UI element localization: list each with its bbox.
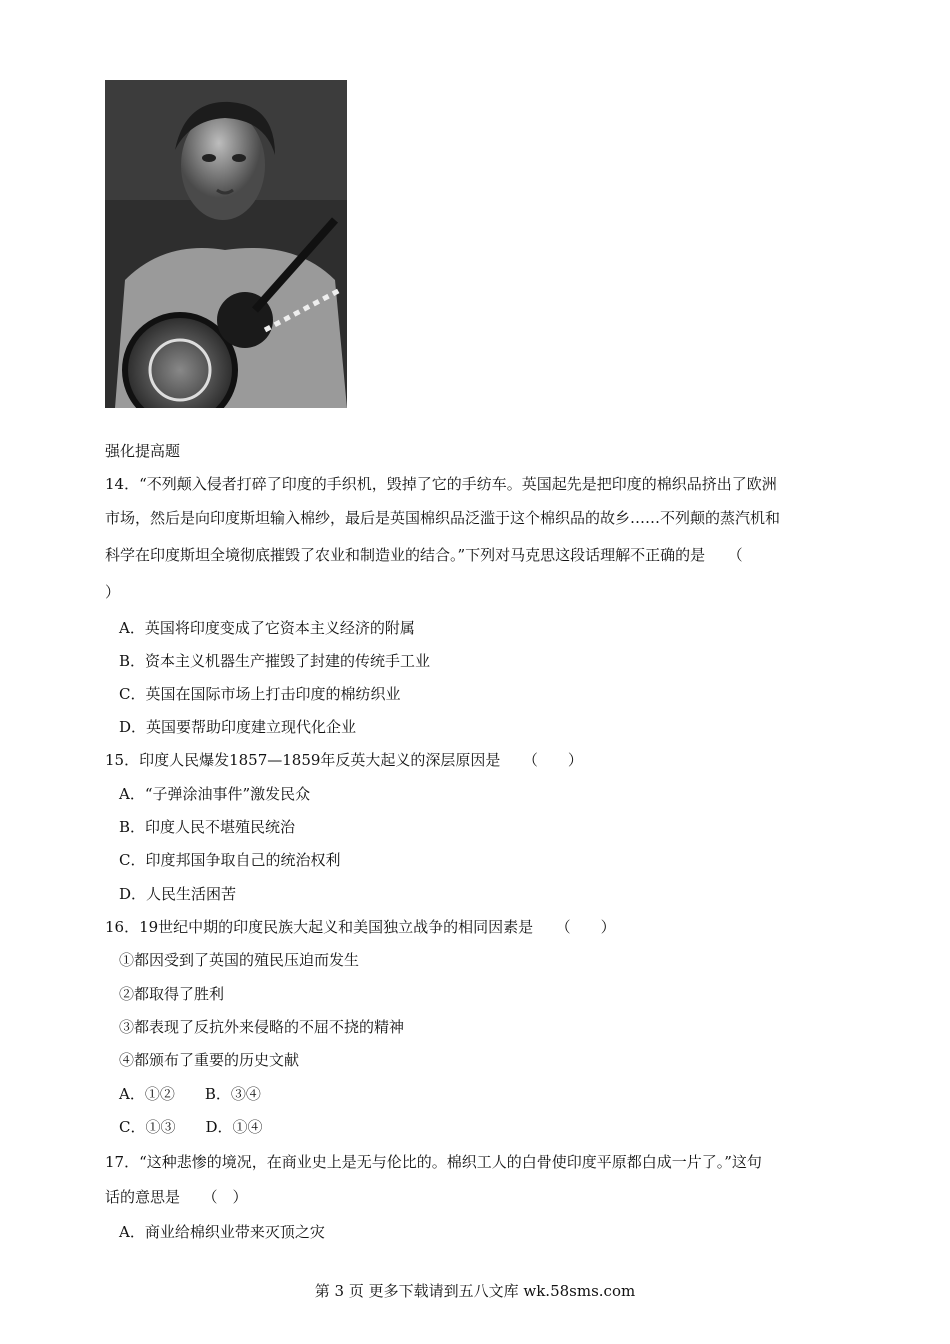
- page-footer: 第 3 页 更多下载请到五八文库 wk.58sms.com: [314, 1282, 636, 1300]
- q16-item-4: ④都颁布了重要的历史文献: [119, 1051, 300, 1069]
- q16-item-3: ③都表现了反抗外来侵略的不屈不挠的精神: [119, 1018, 405, 1036]
- q16-item-2: ②都取得了胜利: [119, 985, 225, 1003]
- q14-option-b: B．资本主义机器生产摧毁了封建的传统手工业: [119, 652, 431, 670]
- section-title: 强化提高题: [105, 442, 181, 460]
- q14-stem-line2: 市场，然后是向印度斯坦输入棉纱，最后是英国棉织品泛滥于这个棉织品的故乡……不列颠的蒸汽机和: [105, 509, 781, 527]
- q17-stem-line1: 17．“这种悲惨的境况，在商业史上是无与伦比的。棉织工人的白骨使印度平原都白成一片了。”这句: [105, 1153, 762, 1171]
- q17-stem-line2: 话的意思是 （ ）: [105, 1188, 248, 1206]
- historical-portrait-image: [105, 80, 347, 408]
- q15-option-c: C．印度邦国争取自己的统治权利: [119, 851, 341, 869]
- q15-option-b: B．印度人民不堪殖民统治: [119, 818, 296, 836]
- q15-option-d: D．人民生活困苦: [119, 885, 237, 903]
- q16-item-1: ①都因受到了英国的殖民压迫而发生: [119, 951, 360, 969]
- q15-stem: 15．印度人民爆发1857—1859年反英大起义的深层原因是 （ ）: [105, 751, 583, 769]
- q14-stem-line1: 14．“不列颠入侵者打碎了印度的手织机，毁掉了它的手纺车。英国起先是把印度的棉织品挤出了欧洲: [105, 475, 777, 493]
- q16-options-cd: C．①③ D．①④: [119, 1118, 263, 1136]
- q16-stem: 16．19世纪中期的印度民族大起义和美国独立战争的相同因素是 （ ）: [105, 918, 616, 936]
- q14-stem-line4: ）: [105, 583, 121, 601]
- q14-option-c: C．英国在国际市场上打击印度的棉纺织业: [119, 685, 401, 703]
- q14-option-d: D．英国要帮助印度建立现代化企业: [119, 718, 357, 736]
- q15-option-a: A．“子弹涂油事件”激发民众: [119, 785, 311, 803]
- q14-option-a: A．英国将印度变成了它资本主义经济的附属: [119, 619, 415, 637]
- q17-option-a: A．商业给棉织业带来灭顶之灾: [119, 1223, 325, 1241]
- q16-options-ab: A．①② B．③④: [119, 1085, 261, 1103]
- q14-stem-line3: 科学在印度斯坦全境彻底摧毁了农业和制造业的结合。”下列对马克思这段话理解不正确的是 （: [105, 546, 743, 564]
